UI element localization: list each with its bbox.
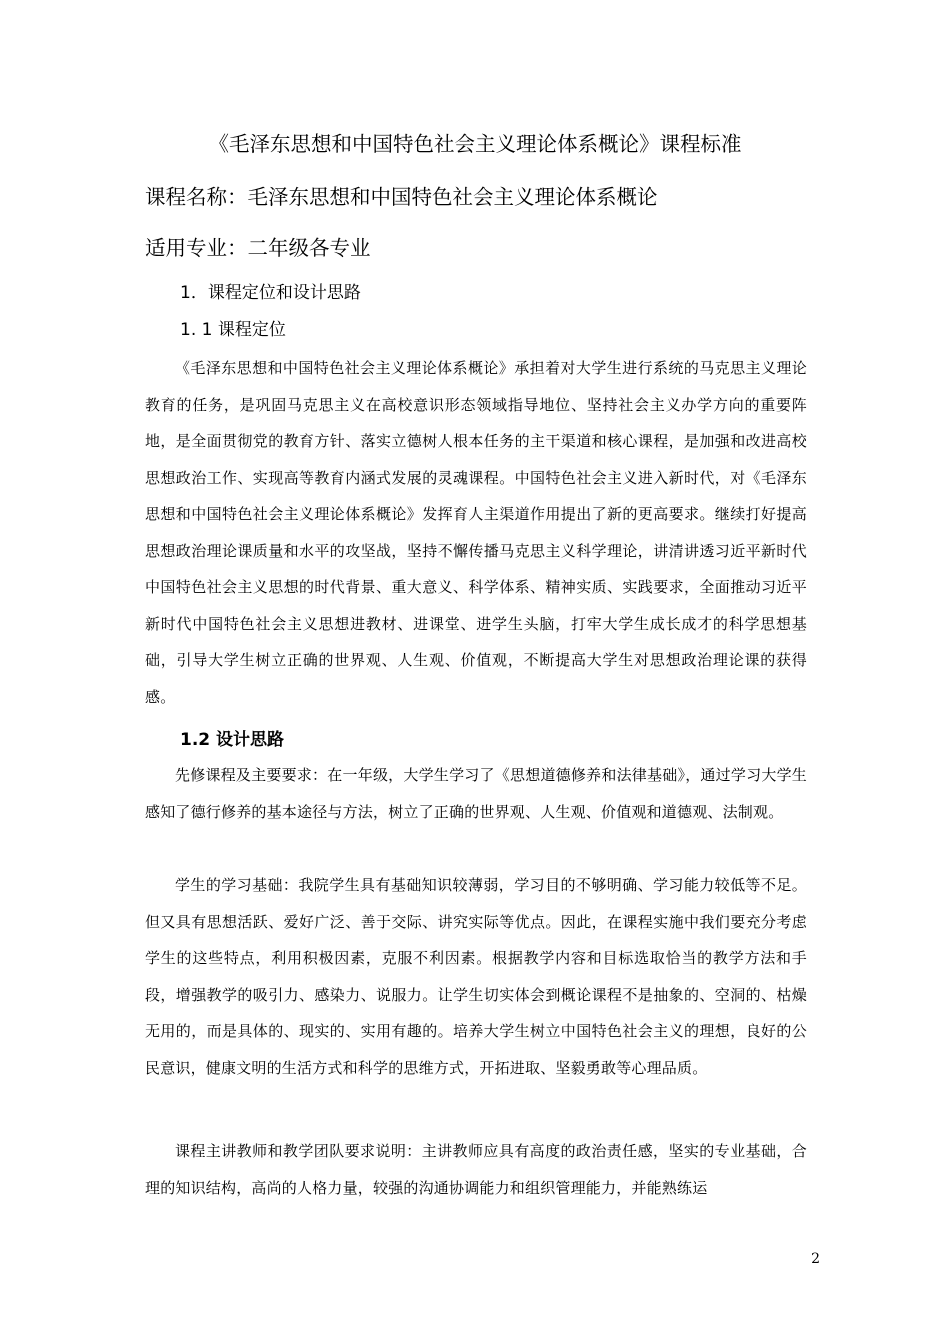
section-1-2-paragraph-2: 学生的学习基础：我院学生具有基础知识较薄弱，学习目的不够明确、学习能力较低等不足。但又具有思想活跃、爱好广泛、善于交际、讲究实际等优点。因此，在课程实施中我们要充分考虑学生的这些特点，利用积极因素，克服不利因素。根据教学内容和目标选取恰当的教学方法和手段，增强教学的吸引力、感染力、说服力。让学生切实体会到概论课程不是抽象的、空洞的、枯燥无用的，而是具体的、现实的、实用有趣的。培养大学生树立中国特色社会主义的理想，良好的公民意识，健康文明的生活方式和科学的思维方式，开拓进取、坚毅勇敢等心理品质。 <box>145 876 807 1077</box>
section-1-1-paragraph: 《毛泽东思想和中国特色社会主义理论体系概论》承担着对大学生进行系统的马克思主义理论教育的任务，是巩固马克思主义在高校意识形态领域指导地位、坚持社会主义办学方向的重要阵地，是全面贯彻党的教育方针、落实立德树人根本任务的主干渠道和核心课程，是加强和改进高校思想政治工作、实现高等教育内涵式发展的灵魂课程。中国特色社会主义进入新时代，对《毛泽东思想和中国特色社会主义理论体系概论》发挥育人主渠道作用提出了新的更高要求。继续打好提高思想政治理论课质量和水平的攻坚战，坚持不懈传播马克思主义科学理论，讲清讲透习近平新时代中国特色社会主义思想的时代背景、重大意义、科学体系、精神实质、实践要求，全面推动习近平新时代中国特色社会主义思想进教材、进课堂、进学生头脑，打牢大学生成长成才的科学思想基础，引导大学生树立正确的世界观、人生观、价值观，不断提高大学生对思想政治理论课的获得感。 <box>145 359 807 706</box>
section-1-2-paragraph-1: 先修课程及主要要求：在一年级，大学生学习了《思想道德修养和法律基础》，通过学习大学生感知了德行修养的基本途径与方法，树立了正确的世界观、人生观、价值观和道德观、法制观。 <box>145 766 807 821</box>
section-1-2-paragraph-3: 课程主讲教师和教学团队要求说明：主讲教师应具有高度的政治责任感，坚实的专业基础，合理的知识结构，高尚的人格力量，较强的沟通协调能力和组织管理能力，并能熟练运 <box>145 1142 807 1197</box>
page-number: 2 <box>811 1251 820 1267</box>
document-title: 《毛泽东思想和中国特色社会主义理论体系概论》课程标准 <box>208 132 742 156</box>
section-1-heading: 1．课程定位和设计思路 <box>180 283 361 303</box>
course-name-line: 课程名称：毛泽东思想和中国特色社会主义理论体系概论 <box>145 185 658 209</box>
section-1-2-heading: 1.2 设计思路 <box>180 730 285 750</box>
section-1-1-heading: 1. 1 课程定位 <box>180 320 286 340</box>
applicable-major-line: 适用专业：二年级各专业 <box>145 236 371 260</box>
